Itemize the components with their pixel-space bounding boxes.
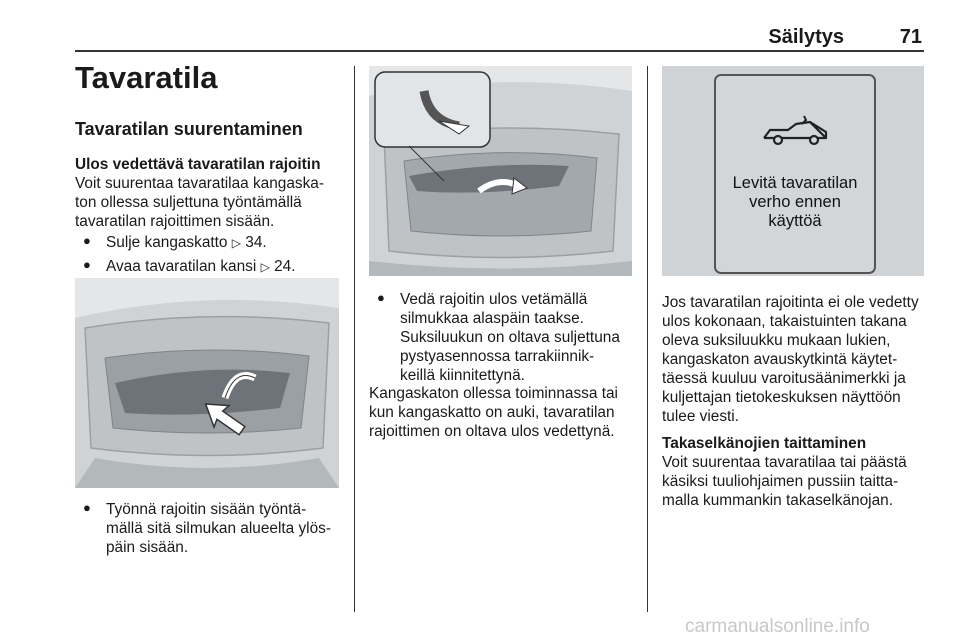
trunk-illustration [75,278,339,488]
heading-pull-out-limiter: Ulos vedettävä tavaratilan rajoitin [75,156,321,173]
intro-paragraph [75,174,324,231]
text-line: Voit suurentaa tavaratilaa kangaska- [75,175,324,192]
text-line: Suksiluukun on oltava suljettuna [400,329,620,346]
chapter-title: Tavaratila [75,60,218,95]
figure-trunk-pull [369,66,632,276]
text-line: päin sisään. [106,539,189,556]
page-ref[interactable]: 24. [274,258,296,275]
text-line: Jos tavaratilan rajoitinta ei ole vedetty [662,294,919,311]
text-line: käyttöä [768,212,822,230]
bullet-dot: ● [83,257,91,272]
bullet-dot: ● [83,500,91,515]
section-subtitle: Tavaratilan suurentaminen [75,119,303,139]
header-rule [75,50,924,52]
warning-text [716,174,874,231]
bullet-text [106,233,267,253]
bullet-dot: ● [377,290,385,305]
text-line: ton ollessa suljettuna työntämällä [75,194,302,211]
text-line: mällä sitä silmukan alueelta ylös- [106,520,331,537]
text-line: Vedä rajoitin ulos vetämällä [400,291,588,308]
bullet-text [400,290,650,385]
text-line: kangaskaton avauskytkintä käytet- [662,351,898,368]
convertible-note [369,384,644,441]
text-line: keillä kiinnitettynä. [400,367,525,384]
bullet-text [106,257,296,277]
text-line: kun kangaskatto on auki, tavaratilan [369,404,615,421]
text-line: rajoittimen on oltava ulos vedettynä. [369,423,615,440]
heading-fold-seatbacks: Takaselkänojien taittaminen [662,435,867,452]
convertible-roof-icon [760,114,830,148]
text-line: tulee viesti. [662,408,739,425]
page-ref-icon: ▷ [260,260,270,274]
list-item [83,500,353,560]
bullet-label: Avaa tavaratilan kansi [106,258,257,275]
warning-explanation [662,293,952,426]
bullet-dot: ● [83,233,91,248]
text-line: pystyasennossa tarrakiinnik- [400,348,595,365]
text-line: silmukkaa alaspäin taakse. [400,310,584,327]
page-ref-icon: ▷ [231,236,242,250]
bullet-label: Sulje kangaskatto [106,234,228,251]
page-number: 71 [899,26,922,48]
text-line: täessä kuuluu varoitusäänimerkki ja [662,370,906,387]
text-line: malla kummankin takaselkänojan. [662,492,893,509]
list-item [83,257,343,277]
bullet-text [106,500,356,557]
trunk-pull-illustration [369,66,632,276]
section-title: Säilytys [768,26,844,48]
page-ref[interactable]: 34. [245,234,267,251]
text-line: ulos kokonaan, takaistuinten takana [662,313,907,330]
text-line: verho ennen [749,193,841,211]
text-line: oleva suksiluukku mukaan lukien, [662,332,891,349]
text-line: tavaratilan rajoittimen sisään. [75,213,275,230]
text-line: käsiksi tuuliohjaimen pussiin taitta- [662,473,899,490]
text-line: kuljettajan tietokeskuksen näyttöön [662,389,901,406]
text-line: Työnnä rajoitin sisään työntä- [106,501,307,518]
figure-trunk-push [75,278,339,488]
text-line: Kangaskaton ollessa toiminnassa tai [369,385,618,402]
text-line: Voit suurentaa tavaratilaa tai päästä [662,454,907,471]
warning-message-box [714,74,876,274]
list-item [377,290,647,390]
text-line: Levitä tavaratilan [732,174,858,192]
watermark: carmanualsonline.info [685,616,870,637]
fold-seatbacks-paragraph [662,453,952,510]
list-item [83,233,343,253]
